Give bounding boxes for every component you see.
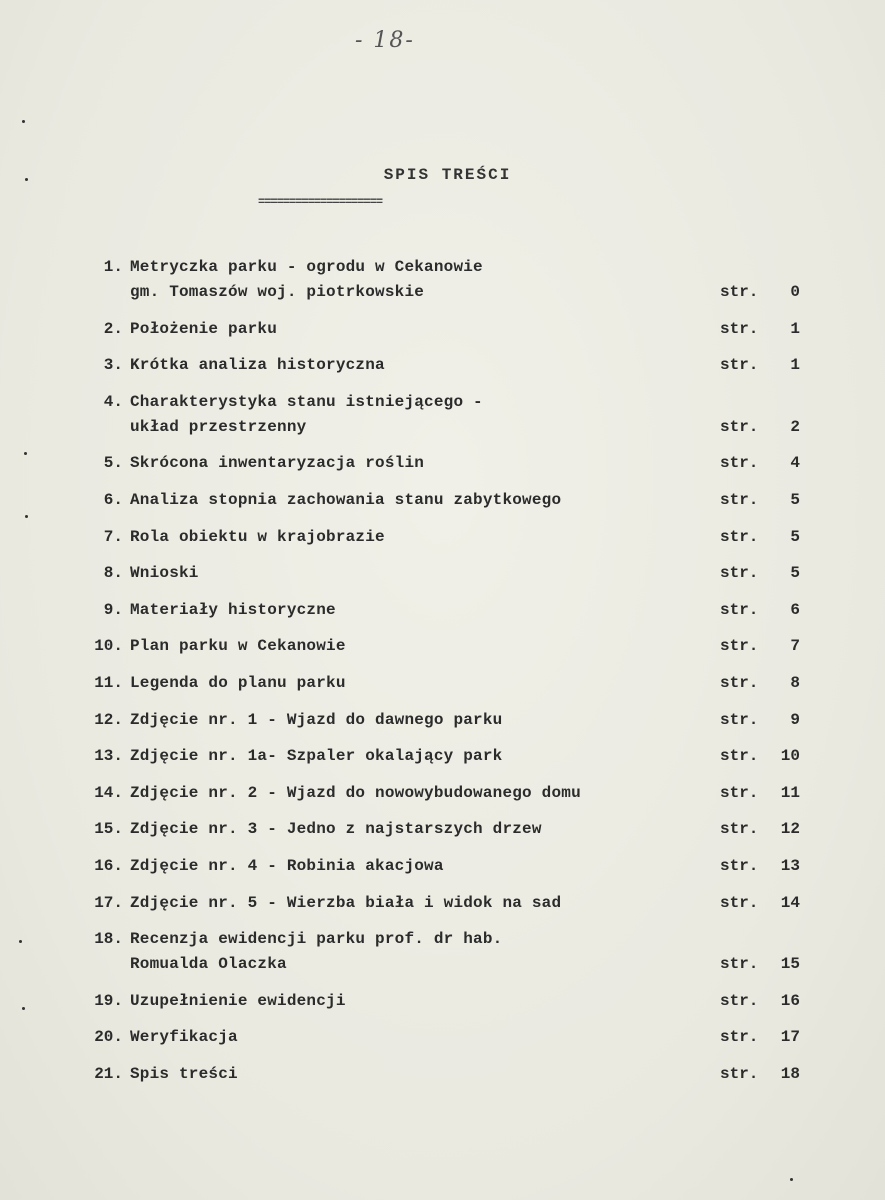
toc-entry-title: Romualda Olaczka bbox=[130, 955, 287, 974]
toc-entry-str-label: str. bbox=[720, 637, 759, 656]
scan-mark bbox=[24, 452, 27, 455]
toc-entry-title: Analiza stopnia zachowania stanu zabytkowego bbox=[130, 491, 562, 509]
toc-entry-number: 13. bbox=[94, 747, 123, 766]
toc-entry-title: Zdjęcie nr. 3 - Jedno z najstarszych drzew bbox=[130, 820, 542, 839]
toc-entry-title: Wnioski bbox=[130, 564, 199, 583]
toc-entry-number: 21. bbox=[94, 1065, 123, 1083]
toc-entry-page: 14 bbox=[780, 893, 800, 912]
toc-entry-number: 2. bbox=[103, 319, 123, 338]
toc-entry-page: 13 bbox=[780, 857, 800, 875]
toc-entry-title: Położenie parku bbox=[130, 319, 278, 338]
toc-entry-number: 5. bbox=[103, 454, 123, 473]
toc-entry-number: 10. bbox=[94, 637, 123, 656]
toc-entry-title: Weryfikacja bbox=[130, 1028, 238, 1047]
toc-entry-number: 7. bbox=[103, 527, 123, 546]
scan-mark bbox=[19, 940, 22, 943]
toc-entry-title: Zdjęcie nr. 4 - Robinia akacjowa bbox=[130, 857, 444, 875]
toc-entry-str-label: str. bbox=[720, 454, 759, 473]
toc-entry-page: 9 bbox=[790, 710, 800, 729]
toc-entry-number: 15. bbox=[94, 820, 123, 839]
toc-entry-page: 16 bbox=[780, 991, 800, 1010]
toc-entry-title: gm. Tomaszów woj. piotrkowskie bbox=[130, 283, 425, 301]
toc-entry-str-label: str. bbox=[720, 710, 759, 729]
toc-entry-number: 16. bbox=[94, 857, 123, 875]
toc-entry-str-label: str. bbox=[720, 1028, 759, 1047]
toc-entry-number: 12. bbox=[94, 710, 123, 729]
toc-entry-str-label: str. bbox=[720, 491, 759, 509]
toc-entry-page: 15 bbox=[780, 955, 800, 974]
toc-entry-title: Charakterystyka stanu istniejącego - bbox=[130, 392, 483, 411]
toc-entry-page: 4 bbox=[790, 454, 800, 473]
toc-entry-title: Zdjęcie nr. 5 - Wierzba biała i widok na sad bbox=[130, 893, 562, 912]
toc-entry-str-label: str. bbox=[720, 893, 759, 912]
toc-entry-str-label: str. bbox=[720, 600, 759, 619]
scan-mark bbox=[22, 1007, 25, 1010]
toc-entry-title: Skrócona inwentaryzacja roślin bbox=[130, 454, 425, 473]
toc-entry-page: 1 bbox=[790, 319, 800, 338]
toc-entry-title: układ przestrzenny bbox=[130, 417, 307, 436]
scan-mark bbox=[790, 1178, 793, 1181]
toc-entry-title: Legenda do planu parku bbox=[130, 674, 346, 692]
title-underline: ==================== bbox=[258, 195, 383, 209]
toc-entry-number: 9. bbox=[103, 600, 123, 619]
toc-entry-str-label: str. bbox=[720, 417, 759, 436]
toc-entry-page: 2 bbox=[790, 417, 800, 436]
toc-entry-str-label: str. bbox=[720, 356, 759, 375]
scan-mark bbox=[25, 178, 28, 181]
toc-entry-number: 20. bbox=[94, 1028, 123, 1047]
toc-entry-page: 17 bbox=[780, 1028, 800, 1047]
toc-entry-str-label: str. bbox=[720, 857, 759, 875]
toc-entry-page: 6 bbox=[790, 600, 800, 619]
toc-entry-number: 3. bbox=[103, 356, 123, 375]
toc-entry-str-label: str. bbox=[720, 1065, 759, 1083]
toc-entry-str-label: str. bbox=[720, 783, 759, 802]
toc-entry-page: 10 bbox=[780, 747, 800, 766]
toc-entry-str-label: str. bbox=[720, 319, 759, 338]
page-title: SPIS TREŚCI bbox=[383, 166, 512, 184]
toc-entry-title: Rola obiektu w krajobrazie bbox=[130, 527, 385, 546]
toc-entry-title: Krótka analiza historyczna bbox=[130, 356, 385, 375]
toc-entry-page: 7 bbox=[790, 637, 800, 656]
toc-entry-title: Metryczka parku - ogrodu w Cekanowie bbox=[130, 258, 483, 276]
scan-mark bbox=[22, 120, 25, 123]
toc-entry-title: Uzupełnienie ewidencji bbox=[130, 991, 346, 1010]
toc-entry-page: 5 bbox=[790, 491, 800, 509]
scan-mark bbox=[25, 515, 28, 518]
toc-entry-number: 8. bbox=[103, 564, 123, 583]
toc-entry-number: 4. bbox=[103, 392, 123, 411]
toc-entry-str-label: str. bbox=[720, 564, 759, 583]
toc-entry-title: Zdjęcie nr. 1a- Szpaler okalający park bbox=[130, 747, 503, 766]
toc-entry-number: 11. bbox=[94, 674, 123, 692]
toc-entry-page: 5 bbox=[790, 564, 800, 583]
toc-entry-page: 18 bbox=[780, 1065, 800, 1083]
toc-entry-page: 1 bbox=[790, 356, 800, 375]
toc-entry-title: Recenzja ewidencji parku prof. dr hab. bbox=[130, 930, 503, 949]
page-number: - 18- bbox=[355, 28, 415, 53]
toc-entry-number: 14. bbox=[94, 783, 123, 802]
toc-entry-str-label: str. bbox=[720, 991, 759, 1010]
toc-entry-str-label: str. bbox=[720, 955, 759, 974]
toc-entry-page: 8 bbox=[790, 674, 800, 692]
toc-entry-page: 5 bbox=[790, 527, 800, 546]
toc-entry-str-label: str. bbox=[720, 674, 759, 692]
toc-entry-page: 11 bbox=[780, 783, 800, 802]
toc-entry-number: 17. bbox=[94, 893, 123, 912]
toc-entry-number: 1. bbox=[103, 258, 123, 276]
toc-entry-str-label: str. bbox=[720, 747, 759, 766]
toc-entry-str-label: str. bbox=[720, 283, 759, 301]
toc-entry-number: 6. bbox=[103, 491, 123, 509]
toc-entry-number: 19. bbox=[94, 991, 123, 1010]
toc-entry-str-label: str. bbox=[720, 820, 759, 839]
toc-entry-title: Materiały historyczne bbox=[130, 600, 336, 619]
toc-entry-str-label: str. bbox=[720, 527, 759, 546]
toc-entry-number: 18. bbox=[94, 930, 123, 949]
toc-entry-title: Zdjęcie nr. 2 - Wjazd do nowowybudowanego domu bbox=[130, 783, 581, 802]
toc-entry-title: Zdjęcie nr. 1 - Wjazd do dawnego parku bbox=[130, 710, 503, 729]
toc-entry-page: 0 bbox=[790, 283, 800, 301]
toc-entry-title: Plan parku w Cekanowie bbox=[130, 637, 346, 656]
toc-entry-title: Spis treści bbox=[130, 1065, 238, 1083]
toc-entry-page: 12 bbox=[780, 820, 800, 839]
